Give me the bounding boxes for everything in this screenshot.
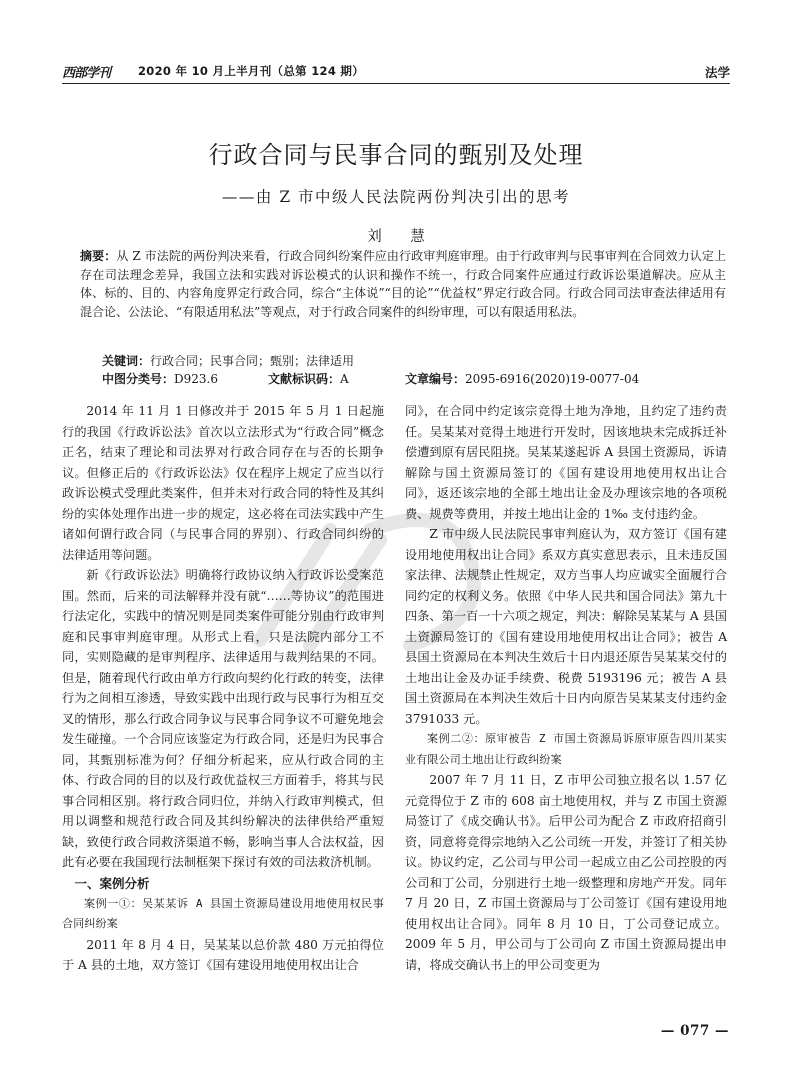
article-number-label: 文章编号： bbox=[405, 372, 466, 386]
doc-code bbox=[268, 370, 349, 388]
header-rule bbox=[62, 83, 730, 84]
journal-logo: 西部学刊 bbox=[62, 66, 111, 81]
classification bbox=[102, 370, 218, 388]
body-paragraph: 2011 年 8 月 4 日，吴某某以总价款 480 万元拍得位于 A 县的土地，双方签订《国有建设用地使用权出让合 bbox=[62, 937, 384, 972]
case-title: 案例二②：原审被告 Z 市国土资源局诉原审原告四川某实业有限公司土地出让行政纠纷案 bbox=[405, 732, 727, 766]
journal-issue: 2020 年 10 月上半月刊（总第 124 期） bbox=[138, 64, 365, 78]
article-subtitle: ——由 Z 市中级人民法院两份判决引出的思考 bbox=[221, 188, 571, 206]
keywords-label: 关键词： bbox=[102, 354, 151, 368]
abstract-label: 摘要： bbox=[80, 249, 117, 263]
body-paragraph: 新《行政诉讼法》明确将行政协议纳入行政诉讼受案范围。然而，后来的司法解释并没有就“……等协议”的范围进行法定化，实践中的情况则是同类案件可能分别由行政审判庭和民事审判庭审理。从形式上看，只是法院内部分工不同，实则隐藏的是审判程序、法律适用与裁判结果的不同。但是，随着现代行政由单方行政向契约化行政的转变，法律行为之间相互渗透，导致实践中出现行政与民事行为相互交叉的情形，那么行政合同争议与民事合同争议不可避免地会发生碰撞。一个合同应该鉴定为行政合同，还是归为民事合同，其甄别标准为何？仔细分析起来，应从行政合同的主体、行政合同的目的以及行政优益权三方面着手，将其与民事合同相区别。将行政合同归位，并纳入行政审判模式，但用以调整和规范行政合同及其纠纷解决的法律供给严重短缺，致使行政合同救济渠道不畅，影响当事人合法权益，因此有必要在我国现行法制框架下探讨有效的司法救济机制。 bbox=[62, 568, 384, 869]
author-name: 刘 慧 bbox=[367, 229, 437, 245]
body-paragraph: Z 市中级人民法院民事审判庭认为，双方签订《国有建设用地使用权出让合同》系双方真实意思表示，且未违反国家法律、法规禁止性规定，双方当事人均应诚实全面履行合同约定的权利义务。依照《中华人民共和国合同法》第九十四条、第一百一十六项之规定，判决：解除吴某某与 A 县国土资源局签订的《国有建设用地使用权出让合同》；被告 A 县国土资源局在本判决生效后十日内退还原告吴某某交付的土地出让金及办证手续费、税费 5193196 元；被告 A 县国土资源局在本判决生效后十日内向原告吴某某支付违约金 3791033 元。 bbox=[405, 527, 727, 726]
classification-label: 中图分类号： bbox=[102, 372, 175, 386]
left-column bbox=[62, 401, 384, 976]
right-column bbox=[405, 401, 727, 975]
page-number: — 077 — bbox=[660, 1023, 729, 1039]
article-title: 行政合同与民事合同的甄别及处理 bbox=[208, 141, 584, 169]
doc-code-value: A bbox=[340, 372, 349, 386]
body-paragraph: 同》，在合同中约定该宗竞得土地为净地，且约定了违约责任。吴某某对竞得土地进行开发时，因该地块未完成拆迁补偿遭到原有居民阻挠。吴某某遂起诉 A 县国土资源局，诉请解除与国土资源局签订的《国有建设用地使用权出让合同》，返还该宗地的全部土地出让金及办理该宗地的各项税费、规费等费用，并按土地出让金的 1‰ 支付违约金。 bbox=[405, 404, 727, 521]
article-number bbox=[405, 370, 639, 388]
section-heading: 一、案例分析 bbox=[74, 875, 150, 891]
abstract bbox=[80, 247, 726, 321]
keywords bbox=[102, 352, 354, 370]
keywords-value: 行政合同；民事合同；甄别；法律适用 bbox=[150, 354, 355, 368]
case-title: 案例一①：吴某某诉 A 县国土资源局建设用地使用权民事合同纠纷案 bbox=[62, 896, 384, 930]
doc-code-label: 文献标识码： bbox=[268, 372, 341, 386]
running-header bbox=[62, 62, 730, 82]
classification-value: D923.6 bbox=[174, 372, 218, 386]
article-number-value: 2095-6916(2020)19-0077-04 bbox=[465, 372, 640, 386]
body-paragraph: 2014 年 11 月 1 日修改并于 2015 年 5 月 1 日起施行的我国《行政诉讼法》首次以立法形式为“行政合同”概念正名，结束了理论和司法界对行政合同存在与否的长期争议。但修正后的《行政诉讼法》仅在程序上规定了应当以行政诉讼模式受理此类案件，但并未对行政合同的特性及其纠纷的实体处理作出进一步的规定，这必将在司法实践中产生诸如何谓行政合同（与民事合同的界别）、行政合同纠纷的法律适用等问题。 bbox=[62, 404, 384, 562]
abstract-text: 从 Z 市法院的两份判决来看，行政合同纠纷案件应由行政审判庭审理。由于行政审判与民事审判在合同效力认定上存在司法理念差异，我国立法和实践对诉讼模式的认识和操作不统一，行政合同案件应通过行政诉讼渠道解决。应从主体、标的、目的、内容角度界定行政合同，综合“主体说”“目的论”“优益权”界定行政合同。行政合同司法审查法律适用有混合论、公法论、“有限适用私法”等观点，对于行政合同案件的纠纷审理，可以有限适用私法。 bbox=[80, 249, 726, 319]
section-name: 法学 bbox=[704, 65, 730, 80]
body-paragraph: 2007 年 7 月 11 日，Z 市甲公司独立报名以 1.57 亿元竞得位于 Z 市的 608 亩土地使用权，并与 Z 市国土资源局签订了《成交确认书》。后甲公司为配合 Z 市政府招商引资，同意将竞得宗地纳入乙公司统一开发，并签订了相关协议。协议约定，乙公司与甲公司一起成立由乙公司控股的丙公司和丁公司，分别进行土地一级整理和房地产开发。同年 7 月 20 日，Z 市国土资源局与丁公司签订《国有建设用地使用权出让合同》。同年 8 月 10 日，丁公司登记成立。2009 年 5 月，甲公司与丁公司向 Z 市国土资源局提出申请，将成交确认书上的甲公司变更为 bbox=[405, 773, 727, 972]
